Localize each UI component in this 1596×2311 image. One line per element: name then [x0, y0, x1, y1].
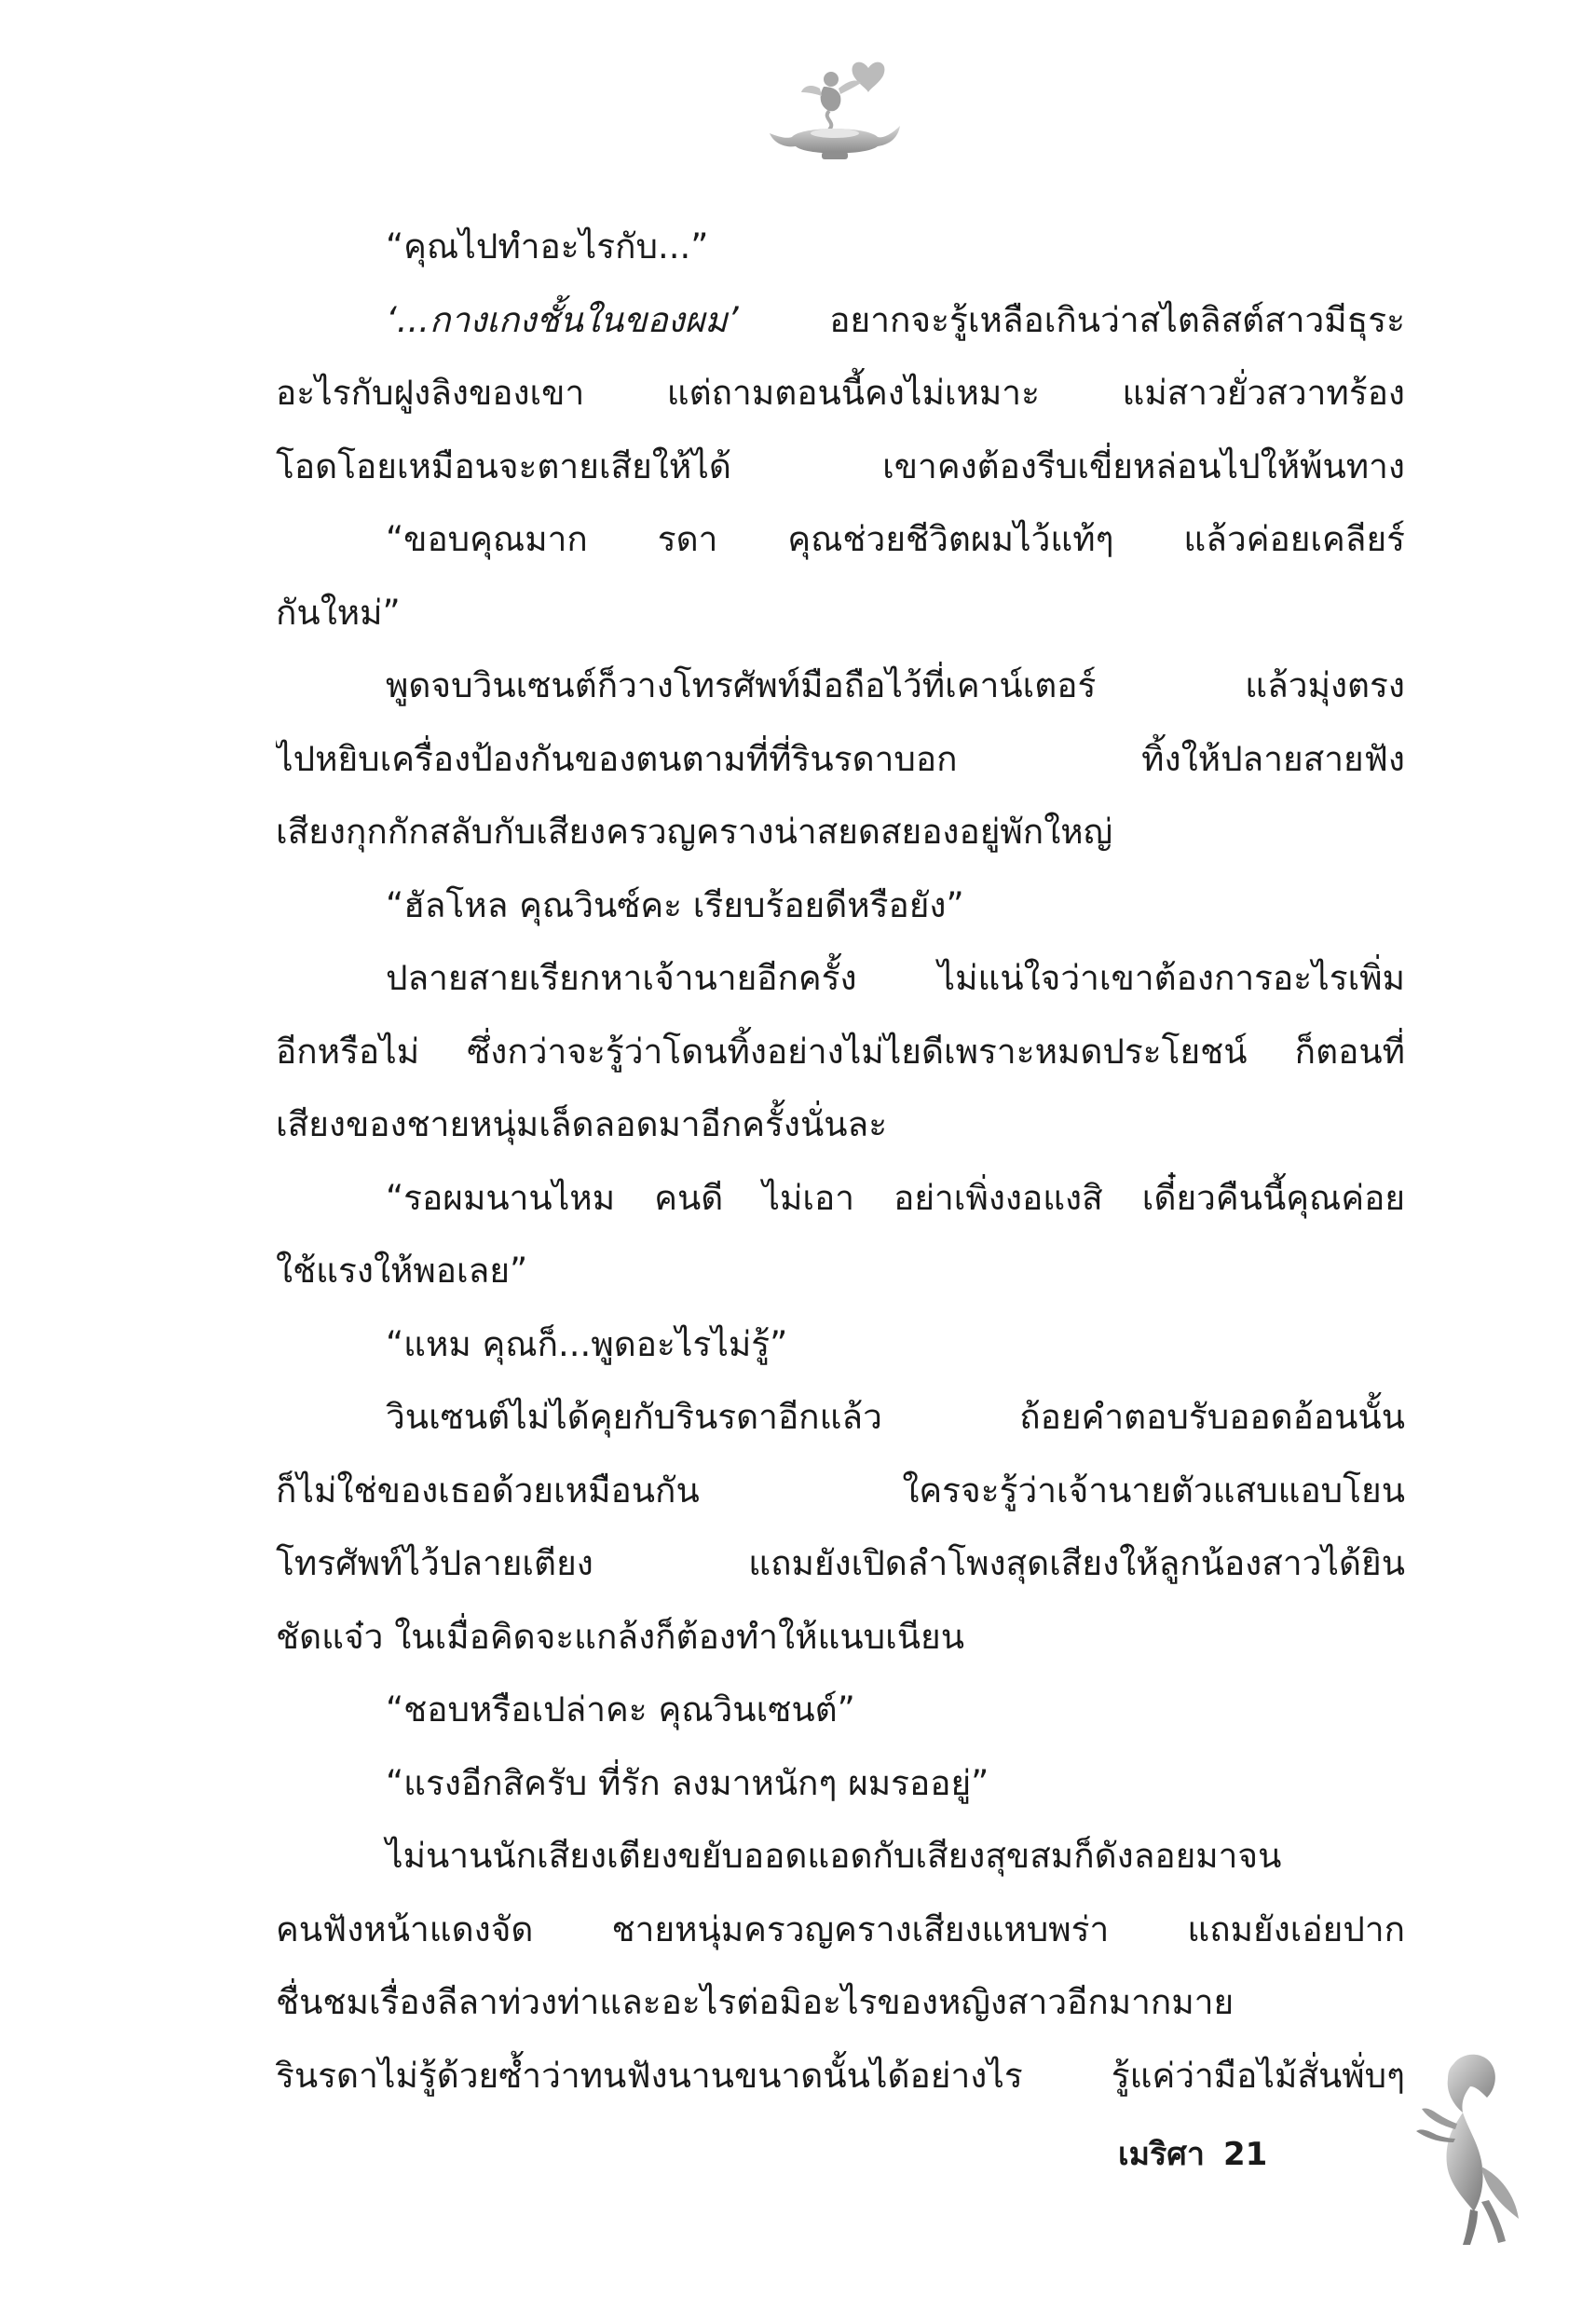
- paragraph-line: อีกหรือไม่ ซึ่งกว่าจะรู้ว่าโดนทิ้งอย่างไม่ไยดีเพราะหมดประโยชน์ ก็ตอนที่: [276, 1031, 1405, 1072]
- paragraph-line: ใช้แรงให้พอเลย”: [276, 1251, 528, 1291]
- paragraph-line: “ฮัลโหล คุณวินซ์คะ เรียบร้อยดีหรือยัง”: [386, 884, 964, 925]
- paragraph-line: “ชอบหรือเปล่าคะ คุณวินเซนต์”: [386, 1689, 855, 1730]
- rearing-horse-icon: [1388, 2045, 1528, 2250]
- paragraph-line: กันใหม่”: [276, 592, 401, 633]
- paragraph-line: วินเซนต์ไม่ได้คุยกับรินรดาอีกแล้ว ถ้อยคำตอบรับออดอ้อนนั้น: [386, 1397, 1405, 1437]
- paragraph-line: โอดโอยเหมือนจะตายเสียให้ได้ เขาคงต้องรีบเขี่ยหล่อนไปให้พ้นทาง: [276, 445, 1405, 486]
- italic-quote: ‘...กางเกงชั้นในของผม’: [386, 299, 739, 340]
- paragraph-line: [276, 284, 1405, 358]
- paragraph-line-text: อยากจะรู้เหลือเกินว่าสไตลิสต์สาวมีธุระ: [738, 299, 1405, 340]
- paragraph-line: รินรดาไม่รู้ด้วยซ้ำว่าทนฟังนานขนาดนั้นได้อย่างไร รู้แค่ว่ามือไม้สั่นพั่บๆ: [276, 2055, 1405, 2096]
- page-footer: [1118, 2126, 1267, 2182]
- paragraph-line: ก็ไม่ใช่ของเธอด้วยเหมือนกัน ใครจะรู้ว่าเจ้านายตัวแสบแอบโยน: [276, 1470, 1405, 1511]
- paragraph-line: “แหม คุณก็...พูดอะไรไม่รู้”: [386, 1323, 788, 1364]
- paragraph-line: คนฟังหน้าแดงจัด ชายหนุ่มครวญครางเสียงแหบพร่า แถมยังเอ่ยปาก: [276, 1908, 1405, 1949]
- paragraph-line: “คุณไปทำอะไรกับ...”: [386, 226, 709, 267]
- magic-lamp-cupid-icon: [764, 51, 904, 163]
- paragraph-line: “ขอบคุณมาก รดา คุณช่วยชีวิตผมไว้แท้ๆ แล้วค่อยเคลียร์: [386, 519, 1405, 559]
- paragraph-line: เสียงกุกกักสลับกับเสียงครวญครางน่าสยดสยองอยู่พักใหญ่: [276, 812, 1113, 852]
- paragraph-line: ไม่นานนักเสียงเตียงขยับออดแอดกับเสียงสุขสมก็ดังลอยมาจน: [386, 1836, 1282, 1876]
- paragraph-line: อะไรกับฝูงลิงของเขา แต่ถามตอนนี้คงไม่เหมาะ แม่สาวยั่วสวาทร้อง: [276, 373, 1405, 413]
- body-text: [276, 211, 1405, 2113]
- paragraph-line: พูดจบวินเซนต์ก็วางโทรศัพท์มือถือไว้ที่เคาน์เตอร์ แล้วมุ่งตรง: [386, 665, 1405, 705]
- paragraph-line: “รอผมนานไหม คนดี ไม่เอา อย่าเพิ่งงอแงสิ เดี๋ยวคืนนี้คุณค่อย: [386, 1177, 1405, 1218]
- paragraph-line: โทรศัพท์ไว้ปลายเตียง แถมยังเปิดลำโพงสุดเสียงให้ลูกน้องสาวได้ยิน: [276, 1543, 1405, 1583]
- paragraph-line: เสียงของชายหนุ่มเล็ดลอดมาอีกครั้งนั่นละ: [276, 1104, 888, 1144]
- paragraph-line: ชัดแจ๋ว ในเมื่อคิดจะแกล้งก็ต้องทำให้แนบเนียน: [276, 1616, 965, 1657]
- paragraph-line: ปลายสายเรียกหาเจ้านายอีกครั้ง ไม่แน่ใจว่าเขาต้องการอะไรเพิ่ม: [386, 958, 1405, 998]
- page-number: 21: [1222, 2136, 1268, 2173]
- paragraph-line: ไปหยิบเครื่องป้องกันของตนตามที่ที่รินรดาบอก ทิ้งให้ปลายสายฟัง: [276, 738, 1405, 779]
- paragraph-line: “แรงอีกสิครับ ที่รัก ลงมาหนักๆ ผมรออยู่”: [386, 1762, 989, 1803]
- author-name: เมริศา: [1118, 2136, 1205, 2173]
- paragraph-line: ชื่นชมเรื่องลีลาท่วงท่าและอะไรต่อมิอะไรของหญิงสาวอีกมากมาย: [276, 1982, 1235, 2022]
